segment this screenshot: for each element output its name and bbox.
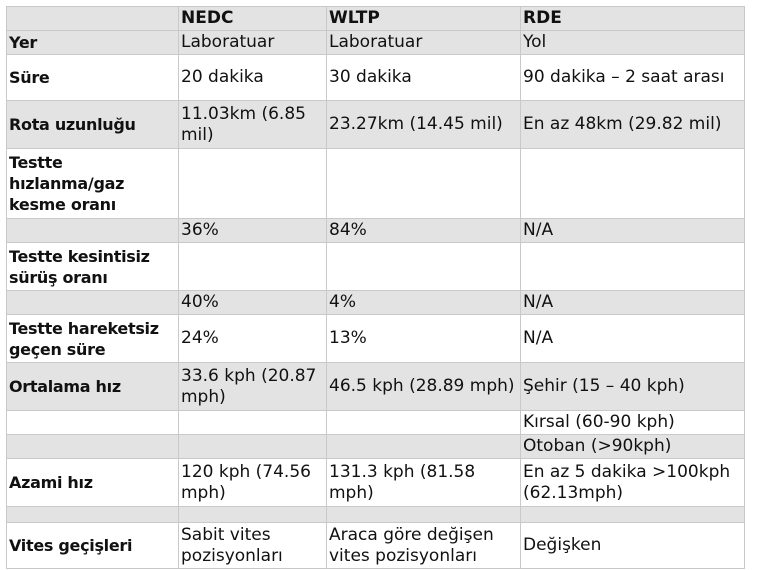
cell-wltp: 131.3 kph (81.58 mph) (327, 459, 521, 507)
table-row (7, 291, 745, 315)
row-label (7, 411, 179, 435)
cell-wltp (327, 149, 521, 219)
row-label: Rota uzunluğu (7, 101, 179, 149)
cell-nedc (179, 507, 327, 523)
table-row (7, 523, 745, 569)
table-row (7, 101, 745, 149)
cell-nedc: 40% (179, 291, 327, 315)
cell-rde: En az 48km (29.82 mil) (521, 101, 745, 149)
header-row (7, 7, 745, 31)
cell-nedc: Laboratuar (179, 31, 327, 55)
row-label: Ortalama hız (7, 363, 179, 411)
cell-nedc (179, 243, 327, 291)
header-nedc: NEDC (179, 7, 327, 31)
table-row (7, 243, 745, 291)
cell-wltp: 13% (327, 315, 521, 363)
row-label (7, 507, 179, 523)
comparison-table (6, 6, 745, 569)
row-label (7, 435, 179, 459)
cell-rde (521, 507, 745, 523)
cell-wltp: 23.27km (14.45 mil) (327, 101, 521, 149)
table-row (7, 315, 745, 363)
table-row (7, 363, 745, 411)
cell-wltp: 46.5 kph (28.89 mph) (327, 363, 521, 411)
row-label: Azami hız (7, 459, 179, 507)
row-label: Testte hızlanma/gaz kesme oranı (7, 149, 179, 219)
table-row (7, 435, 745, 459)
cell-nedc: Sabit vites pozisyonları (179, 523, 327, 569)
cell-rde: N/A (521, 315, 745, 363)
cell-nedc: 120 kph (74.56 mph) (179, 459, 327, 507)
cell-wltp (327, 243, 521, 291)
table-row (7, 507, 745, 523)
cell-wltp: 30 dakika (327, 55, 521, 101)
cell-nedc (179, 435, 327, 459)
cell-wltp (327, 507, 521, 523)
row-label: Testte hareketsiz geçen süre (7, 315, 179, 363)
table-row (7, 149, 745, 219)
cell-nedc: 11.03km (6.85 mil) (179, 101, 327, 149)
cell-rde: Değişken (521, 523, 745, 569)
row-label: Süre (7, 55, 179, 101)
cell-nedc: 24% (179, 315, 327, 363)
header-wltp: WLTP (327, 7, 521, 31)
cell-nedc (179, 411, 327, 435)
cell-rde: 90 dakika – 2 saat arası (521, 55, 745, 101)
cell-rde: Şehir (15 – 40 kph) (521, 363, 745, 411)
cell-rde: Yol (521, 31, 745, 55)
row-label (7, 291, 179, 315)
cell-rde: Otoban (>90kph) (521, 435, 745, 459)
header-cell-empty (7, 7, 179, 31)
row-label: Yer (7, 31, 179, 55)
cell-rde: N/A (521, 291, 745, 315)
row-label: Testte kesintisiz sürüş oranı (7, 243, 179, 291)
row-label (7, 219, 179, 243)
table-row (7, 31, 745, 55)
row-label: Vites geçişleri (7, 523, 179, 569)
table-row (7, 411, 745, 435)
cell-wltp (327, 435, 521, 459)
cell-wltp: Laboratuar (327, 31, 521, 55)
cell-nedc: 20 dakika (179, 55, 327, 101)
cell-rde (521, 243, 745, 291)
cell-nedc: 36% (179, 219, 327, 243)
table-row (7, 55, 745, 101)
cell-rde (521, 149, 745, 219)
cell-wltp: Araca göre değişen vites pozisyonları (327, 523, 521, 569)
cell-wltp: 84% (327, 219, 521, 243)
cell-nedc (179, 149, 327, 219)
table-row (7, 219, 745, 243)
cell-wltp: 4% (327, 291, 521, 315)
cell-rde: Kırsal (60-90 kph) (521, 411, 745, 435)
cell-rde: En az 5 dakika >100kph (62.13mph) (521, 459, 745, 507)
cell-rde: N/A (521, 219, 745, 243)
header-rde: RDE (521, 7, 745, 31)
cell-nedc: 33.6 kph (20.87 mph) (179, 363, 327, 411)
table-row (7, 459, 745, 507)
cell-wltp (327, 411, 521, 435)
